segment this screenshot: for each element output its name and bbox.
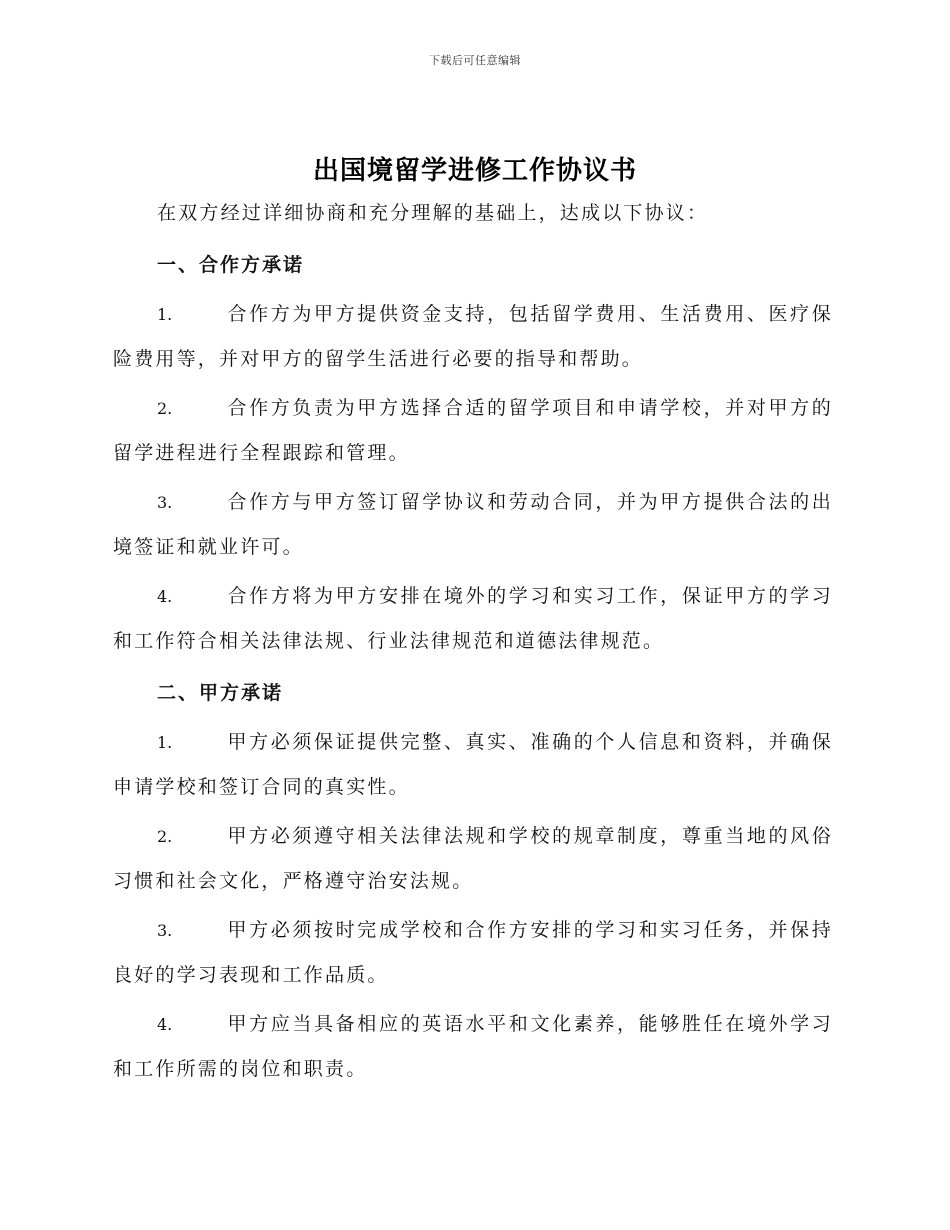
section-heading-2: 二、甲方承诺: [157, 682, 284, 704]
item-text: 甲方必须保证提供完整、真实、准确的个人信息和资料，并确保申请学校和签订合同的真实性。: [113, 731, 833, 798]
item-number: 3.: [157, 921, 173, 940]
item-text: 合作方负责为甲方选择合适的留学项目和申请学校，并对甲方的留学进程进行全程跟踪和管理。: [113, 397, 833, 464]
list-item: [113, 386, 833, 475]
item-text: 甲方应当具备相应的英语水平和文化素养，能够胜任在境外学习和工作所需的岗位和职责。: [113, 1013, 833, 1080]
item-number: 1.: [157, 733, 173, 752]
item-number: 2.: [157, 827, 173, 846]
list-item: [113, 574, 833, 663]
intro-paragraph: 在双方经过详细协商和充分理解的基础上，达成以下协议：: [157, 202, 709, 224]
list-item: [113, 1002, 833, 1091]
item-number: 3.: [157, 493, 173, 512]
item-number: 2.: [157, 399, 173, 418]
section-heading-1: 一、合作方承诺: [157, 254, 305, 276]
item-number: 4.: [157, 1015, 173, 1034]
list-item: [113, 292, 833, 381]
list-item: [113, 480, 833, 569]
item-number: 4.: [157, 587, 173, 606]
item-number: 1.: [157, 305, 173, 324]
list-item: [113, 908, 833, 997]
header-note: 下载后可任意编辑: [429, 54, 521, 67]
document-title: 出国境留学进修工作协议书: [312, 156, 637, 186]
item-text: 甲方必须按时完成学校和合作方安排的学习和实习任务，并保持良好的学习表现和工作品质。: [113, 919, 833, 986]
list-item: [113, 814, 833, 903]
list-item: [113, 720, 833, 809]
item-text: 合作方为甲方提供资金支持，包括留学费用、生活费用、医疗保险费用等，并对甲方的留学生活进行必要的指导和帮助。: [113, 303, 833, 370]
item-text: 合作方与甲方签订留学协议和劳动合同，并为甲方提供合法的出境签证和就业许可。: [113, 491, 833, 558]
item-text: 甲方必须遵守相关法律法规和学校的规章制度，尊重当地的风俗习惯和社会文化，严格遵守治安法规。: [113, 825, 833, 892]
item-text: 合作方将为甲方安排在境外的学习和实习工作，保证甲方的学习和工作符合相关法律法规、行业法律规范和道德法律规范。: [113, 585, 833, 652]
